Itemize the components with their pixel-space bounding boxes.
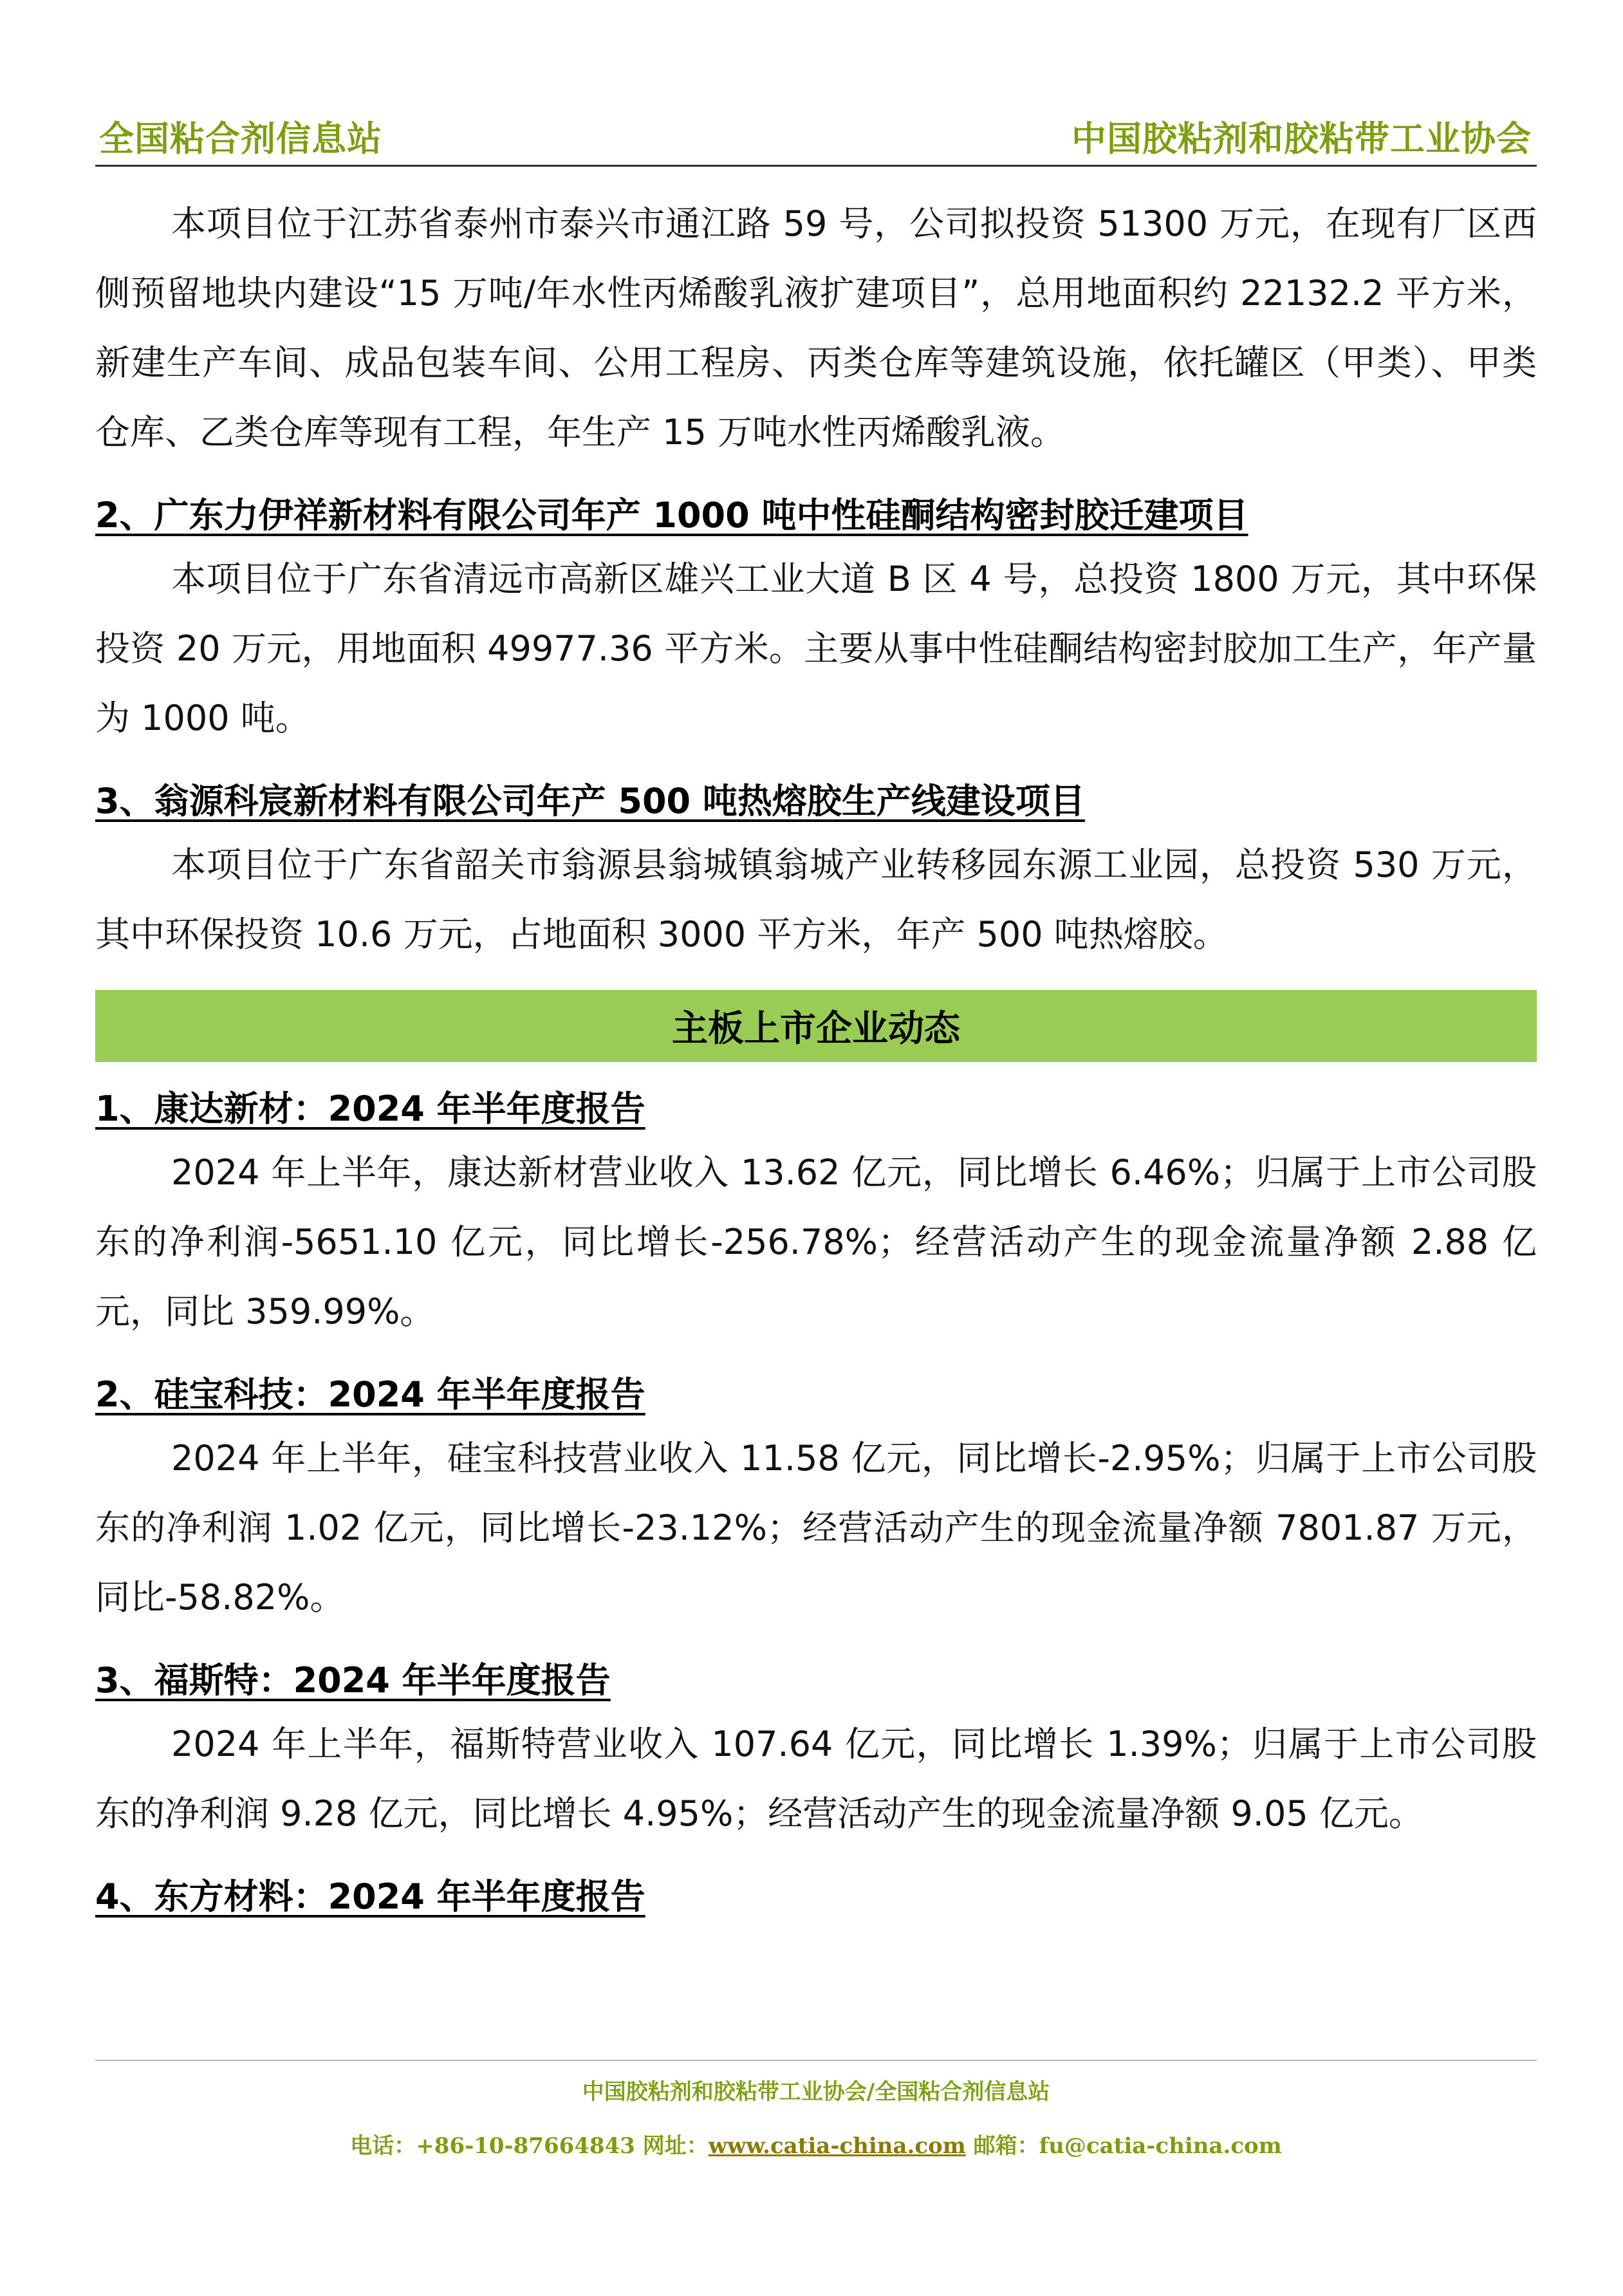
report-body-3: 2024 年上半年，福斯特营业收入 107.64 亿元，同比增长 1.39%；归属于上市公司股东的净利润 9.28 亿元，同比增长 4.95%；经营活动产生的现金流量净额 9.05 亿元。 bbox=[95, 1724, 1537, 1834]
report-title-3: 3、福斯特：2024 年半年度报告 bbox=[95, 1660, 611, 1701]
email-link[interactable]: fu@catia-china.com bbox=[1039, 2133, 1282, 2159]
report-body-1: 2024 年上半年，康达新材营业收入 13.62 亿元，同比增长 6.46%；归属于上市公司股东的净利润-5651.10 亿元，同比增长-256.78%；经营活动产生的现金流量净额 2.88 亿元，同比 359.99%。 bbox=[95, 1152, 1537, 1332]
project-title-3: 3、翁源科宸新材料有限公司年产 500 吨热熔胶生产线建设项目 bbox=[95, 781, 1085, 821]
report-title-2: 2、硅宝科技：2024 年半年度报告 bbox=[95, 1374, 645, 1415]
project-title-2: 2、广东力伊祥新材料有限公司年产 1000 吨中性硅酮结构密封胶迁建项目 bbox=[95, 495, 1248, 536]
page-footer bbox=[95, 2060, 1537, 2160]
project-body-2: 本项目位于广东省清远市高新区雄兴工业大道 B 区 4 号，总投资 1800 万元，其中环保投资 20 万元，用地面积 49977.36 平方米。主要从事中性硅酮结构密封胶加工生产，年产量为 1000 吨。 bbox=[95, 559, 1537, 738]
intro-paragraph: 本项目位于江苏省泰州市泰兴市通江路 59 号，公司拟投资 51300 万元，在现有厂区西侧预留地块内建设“15 万吨/年水性丙烯酸乳液扩建项目”，总用地面积约 22132.2 平方米，新建生产车间、成品包装车间、公用工程房、丙类仓库等建筑设施，依托罐区（甲类）、甲类仓库、乙类仓库等现有工程，年生产 15 万吨水性丙烯酸乳液。 bbox=[95, 203, 1537, 453]
document-content bbox=[95, 189, 1537, 1926]
report-title-4: 4、东方材料：2024 年半年度报告 bbox=[95, 1876, 645, 1917]
header-left-title: 全国粘合剂信息站 bbox=[99, 118, 382, 159]
footer-phone-label: 电话：+86-10-87664843 网址： bbox=[350, 2133, 709, 2159]
page-header bbox=[95, 115, 1537, 167]
footer-org: 中国胶粘剂和胶粘带工业协会/全国粘合剂信息站 bbox=[582, 2079, 1050, 2105]
footer-email-label: 邮箱： bbox=[965, 2133, 1039, 2159]
header-right-title: 中国胶粘剂和胶粘带工业协会 bbox=[1071, 118, 1532, 159]
website-link[interactable]: www.catia-china.com bbox=[708, 2133, 966, 2159]
footer-contact bbox=[95, 2132, 1537, 2160]
report-body-2: 2024 年上半年，硅宝科技营业收入 11.58 亿元，同比增长-2.95%；归属于上市公司股东的净利润 1.02 亿元，同比增长-23.12%；经营活动产生的现金流量净额 7801.87 万元，同比-58.82%。 bbox=[95, 1438, 1537, 1618]
report-title-1: 1、康达新材：2024 年半年度报告 bbox=[95, 1088, 645, 1129]
project-body-3: 本项目位于广东省韶关市翁源县翁城镇翁城产业转移园东源工业园，总投资 530 万元，其中环保投资 10.6 万元，占地面积 3000 平方米，年产 500 吨热熔胶。 bbox=[95, 845, 1537, 955]
section-banner: 主板上市企业动态 bbox=[95, 990, 1537, 1062]
